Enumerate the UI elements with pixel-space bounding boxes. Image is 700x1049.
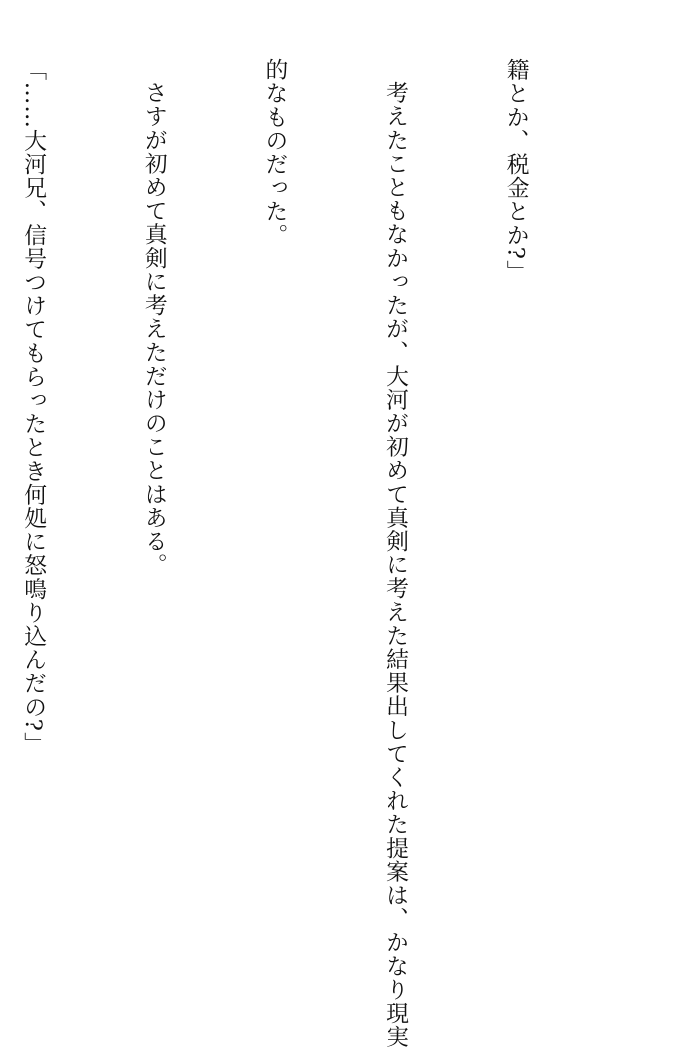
text-line: 籍とか、税金とか?」	[502, 58, 529, 284]
text-line: さすが初めて真剣に考えただけのことはある。	[140, 80, 167, 577]
text-line: 考えたこともなかったが、大河が初めて真剣に考えた結果出してくれた提案は、かなり現実	[381, 80, 408, 1049]
text-line: 「……大河兄、信号つけてもらったとき何処に怒鳴り込んだの?」	[20, 58, 47, 756]
text-line: 的なものだった。	[261, 58, 288, 247]
vertical-text-body	[0, 58, 616, 1049]
